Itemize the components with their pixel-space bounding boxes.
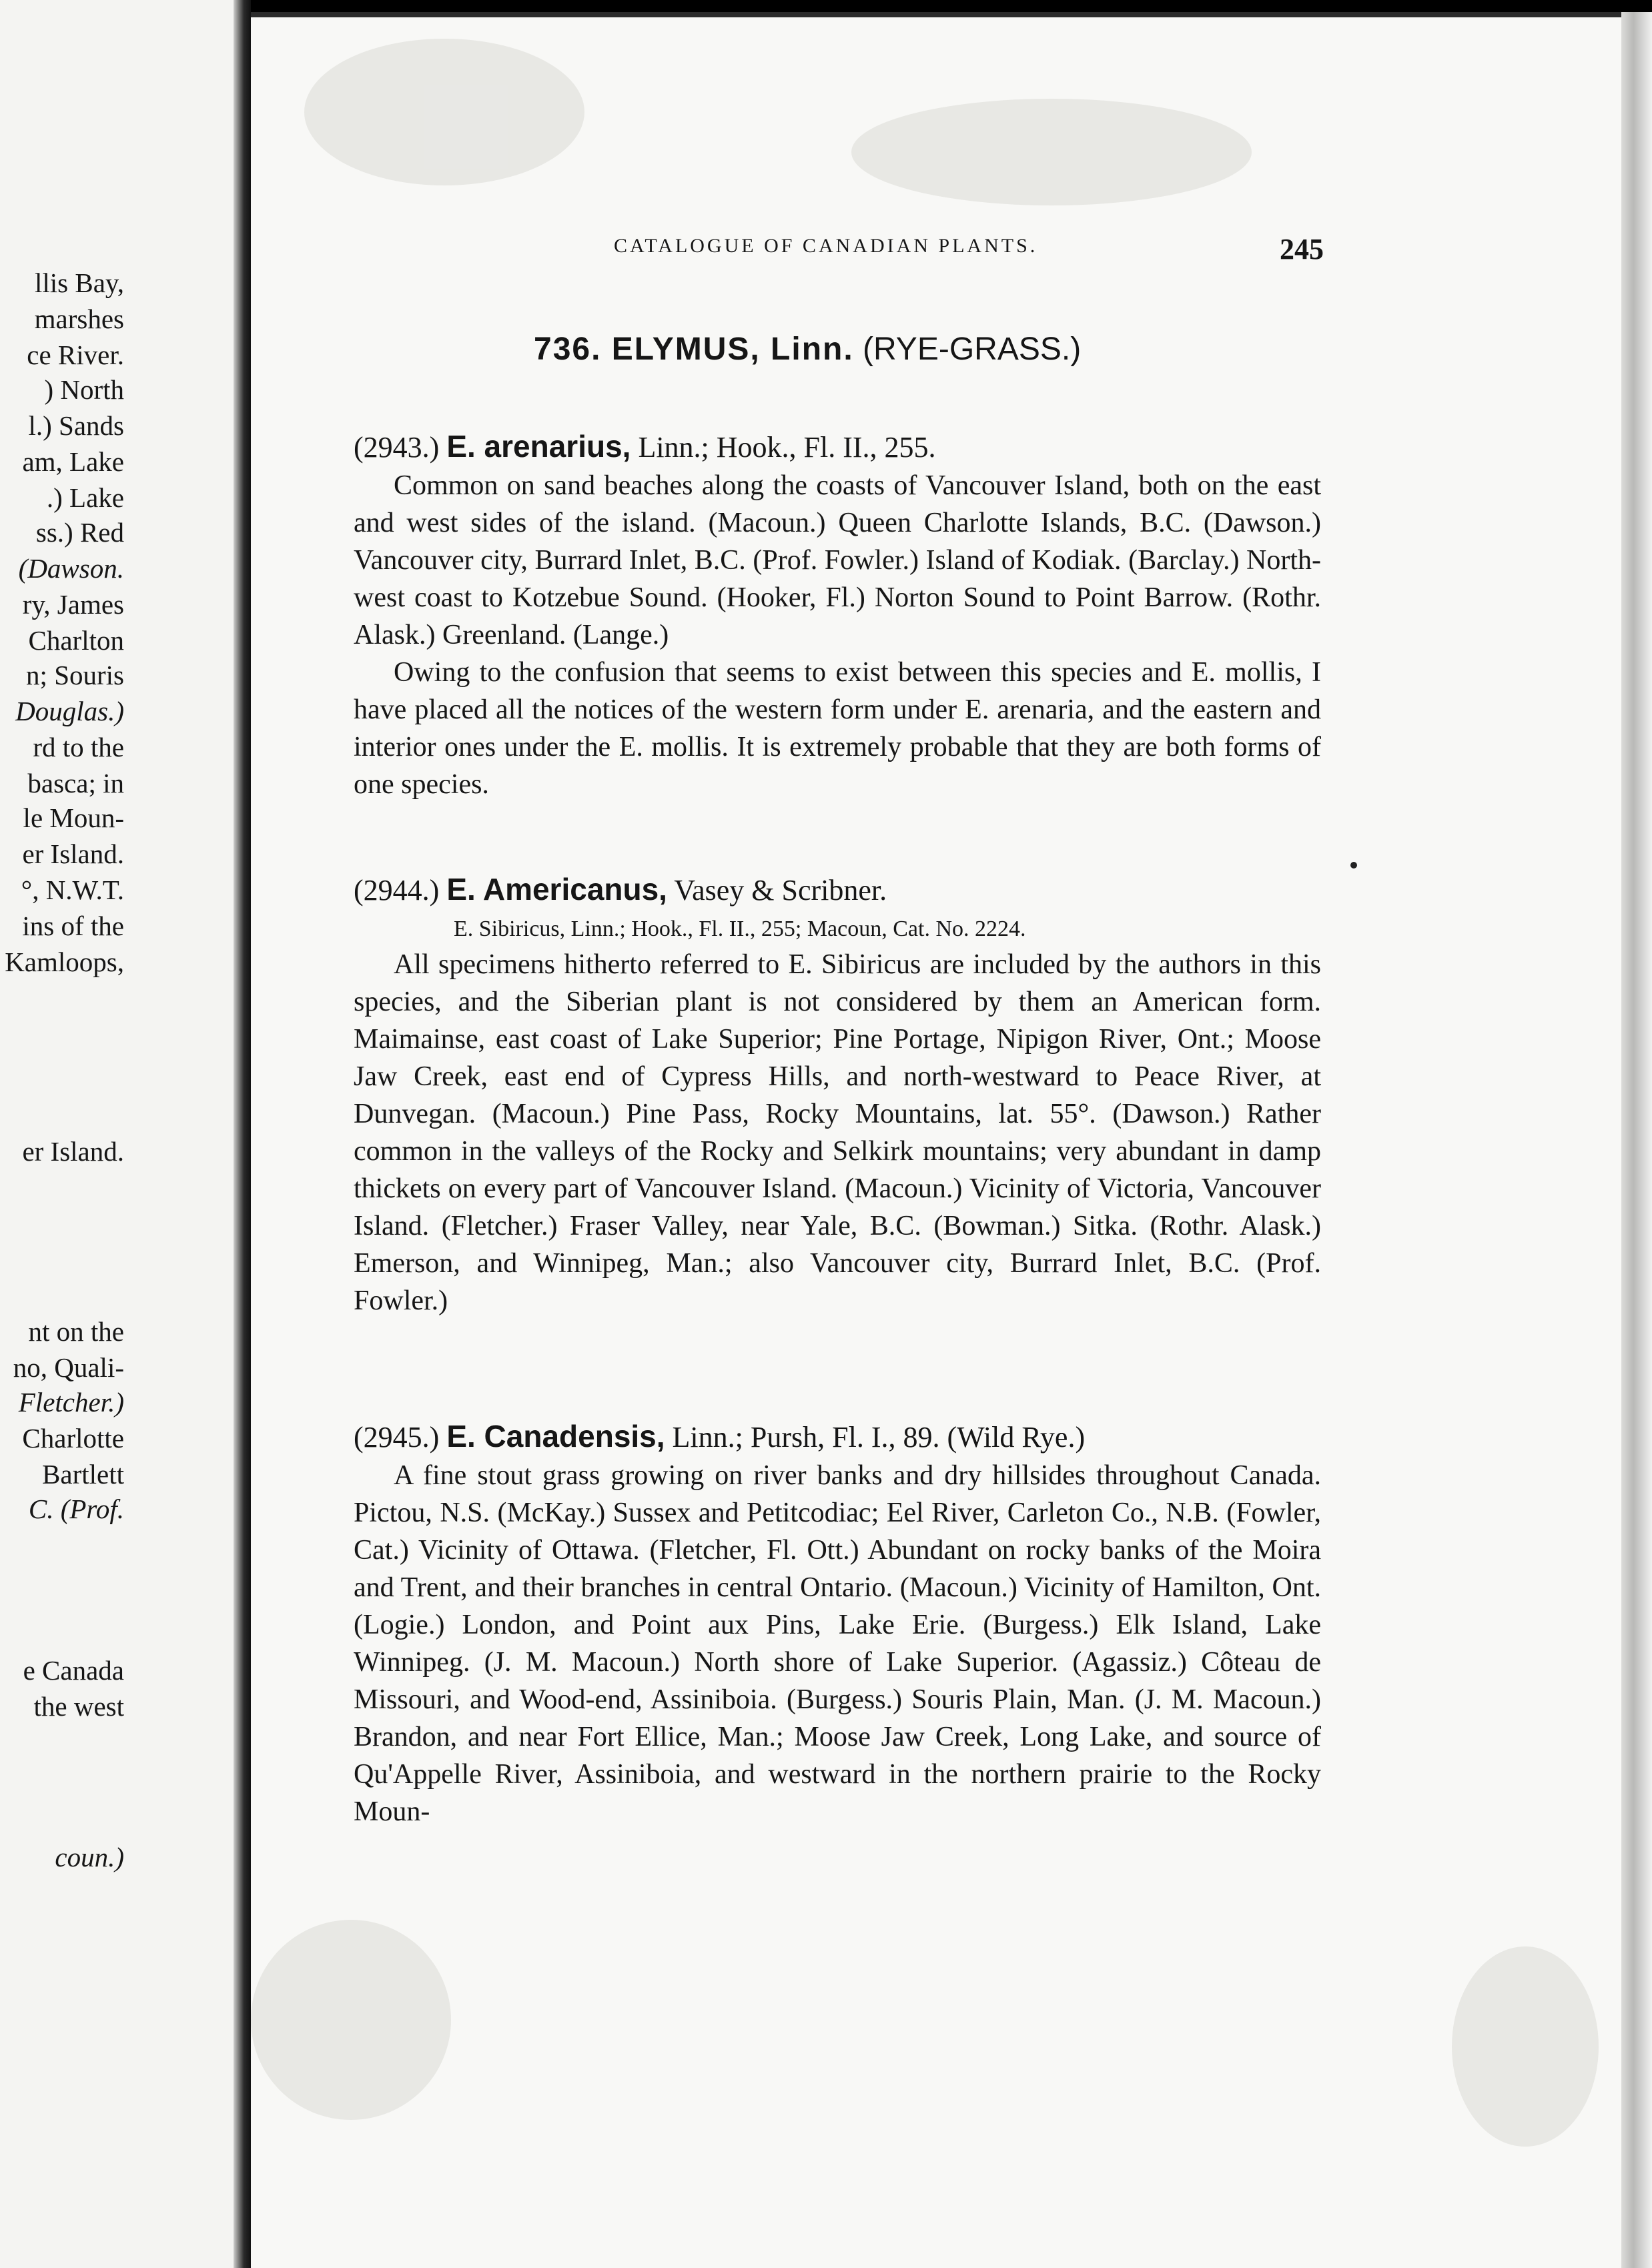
paper-stain	[304, 39, 584, 185]
left-page-line: ) North	[44, 374, 124, 405]
left-page-line: le Moun-	[23, 802, 124, 833]
species-paragraph: All specimens hitherto referred to E. Sibiricus are included by the authors in this species, and the Siberian plant is not considered by them an American form. Maimainse, east coast of Lake Superior; Pine Portage, Nipigon River, Ont.; Moose Jaw Creek, east end of Cypress Hills, and north-westward to Peace River, at Dunvegan. (Macoun.) Pine Pass, Rocky Mountains, lat. 55°. (Dawson.) Rather common in the valleys of the Rocky and Selkirk mountains; very abundant in damp thickets on every part of Vancouver Island. (Macoun.) Vicinity of Victoria, Vancouver Island. (Fletcher.) Fraser Valley, near Yale, B.C. (Bowman.) Sitka. (Rothr. Alask.) Emerson, and Winnipeg, Man.; also Vancouver city, Burrard Inlet, B.C. (Prof. Fowler.)	[354, 949, 1321, 1316]
left-page-line: Kamloops,	[5, 947, 124, 977]
left-page-line: Bartlett	[42, 1459, 124, 1490]
left-page-line: no, Quali-	[13, 1352, 124, 1383]
paper-stain	[251, 1920, 451, 2120]
left-page-line: coun.)	[55, 1842, 124, 1872]
left-page-line: Charlotte	[22, 1423, 124, 1454]
species-number: (2945.)	[354, 1421, 440, 1454]
genus-common-name: (RYE-GRASS.)	[863, 332, 1082, 367]
species-authority: Linn.; Hook., Fl. II., 255.	[638, 431, 936, 464]
left-page-line: ins of the	[22, 911, 124, 941]
species-title	[354, 427, 1321, 467]
species-title	[354, 870, 1321, 910]
page-edge	[1621, 12, 1652, 2268]
left-page-line: C. (Prof.	[28, 1494, 124, 1524]
species-entry-arenarius	[354, 427, 1321, 803]
left-page-line: n; Souris	[26, 660, 124, 690]
left-page-line: ry, James	[22, 589, 124, 620]
left-page-line: ss.) Red	[35, 517, 124, 548]
species-authority: Linn.; Pursh, Fl. I., 89. (Wild Rye.)	[672, 1421, 1086, 1454]
left-page-line: (Dawson.	[18, 553, 124, 584]
species-entry-americanus	[354, 870, 1321, 1319]
left-page-line: Fletcher.)	[18, 1387, 124, 1418]
left-page-line: the west	[33, 1691, 124, 1722]
book-gutter	[234, 0, 251, 2268]
page-number: 245	[1280, 233, 1324, 265]
genus-name: 736. ELYMUS, Linn.	[534, 332, 854, 367]
left-page-line: l.) Sands	[28, 410, 124, 441]
left-page-line: e Canada	[23, 1655, 124, 1686]
species-synonym: E. Sibiricus, Linn.; Hook., Fl. II., 255; Macoun, Cat. No. 2224.	[454, 917, 1026, 941]
species-name: E. Americanus,	[446, 872, 667, 907]
species-entry-canadensis	[354, 1417, 1321, 1830]
genus-heading	[534, 331, 1081, 368]
left-page-line: Charlton	[28, 625, 124, 656]
left-page-line: nt on the	[28, 1316, 124, 1347]
species-name: E. Canadensis,	[446, 1419, 665, 1454]
left-page-line: basca; in	[27, 768, 124, 798]
left-page-line: ce River.	[27, 340, 124, 370]
left-page-line: am, Lake	[22, 446, 124, 477]
species-paragraph: Common on sand beaches along the coasts of Vancouver Island, both on the east and west sides of the island. (Macoun.) Queen Charlotte Islands, B.C. (Dawson.) Vancouver city, Burrard Inlet, B.C. (Prof. Fowler.) Island of Kodiak. (Barclay.) North-west coast to Kotzebue Sound. (Hooker, Fl.) Norton Sound to Point Barrow. (Rothr. Alask.) Greenland. (Lange.)	[354, 470, 1321, 650]
left-page-line: °, N.W.T.	[21, 875, 124, 905]
left-page-line: .) Lake	[46, 482, 124, 513]
left-page-line: rd to the	[33, 732, 124, 762]
top-edge	[251, 12, 1621, 17]
left-page-line: er Island.	[22, 838, 124, 869]
species-authority: Vasey & Scribner.	[674, 874, 887, 907]
left-page-line: llis Bay,	[34, 267, 124, 298]
paper-stain	[1452, 1946, 1599, 2147]
species-title	[354, 1417, 1321, 1457]
left-page-line: Douglas.)	[15, 696, 124, 726]
species-paragraph: Owing to the confusion that seems to exist between this species and E. mollis, I have placed all the notices of the western form under E. arenaria, and the eastern and interior ones under the E. mollis. It is extremely probable that they are both forms of one species.	[354, 657, 1321, 800]
left-page-fragment	[0, 0, 234, 2268]
species-number: (2943.)	[354, 431, 440, 464]
species-paragraph: A fine stout grass growing on river banks and dry hillsides throughout Canada. Pictou, N.S. (McKay.) Sussex and Petitcodiac; Eel River, Carleton Co., N.B. (Fowler, Cat.) Vicinity of Ottawa. (Fletcher, Fl. Ott.) Abundant on rocky banks of the Moira and Trent, and their branches in central Ontario. (Macoun.) Vicinity of Hamilton, Ont. (Logie.) London, and Point aux Pins, Lake Erie. (Burgess.) Elk Island, Lake Winnipeg. (J. M. Macoun.) North shore of Lake Superior. (Agassiz.) Côteau de Missouri, and Wood-end, Assiniboia. (Burgess.) Souris Plain, Man. (J. M. Macoun.) Brandon, and near Fort Ellice, Man.; Moose Jaw Creek, Long Lake, and source of Qu'Appelle River, Assiniboia, and westward in the northern prairie to the Rocky Moun-	[354, 1460, 1321, 1827]
left-page-line: marshes	[34, 304, 124, 334]
running-head: CATALOGUE OF CANADIAN PLANTS.	[614, 235, 1038, 257]
paper-stain	[851, 99, 1252, 205]
species-number: (2944.)	[354, 874, 440, 907]
species-name: E. arenarius,	[446, 429, 631, 464]
left-page-line: er Island.	[22, 1136, 124, 1167]
ink-dot	[1350, 862, 1357, 869]
